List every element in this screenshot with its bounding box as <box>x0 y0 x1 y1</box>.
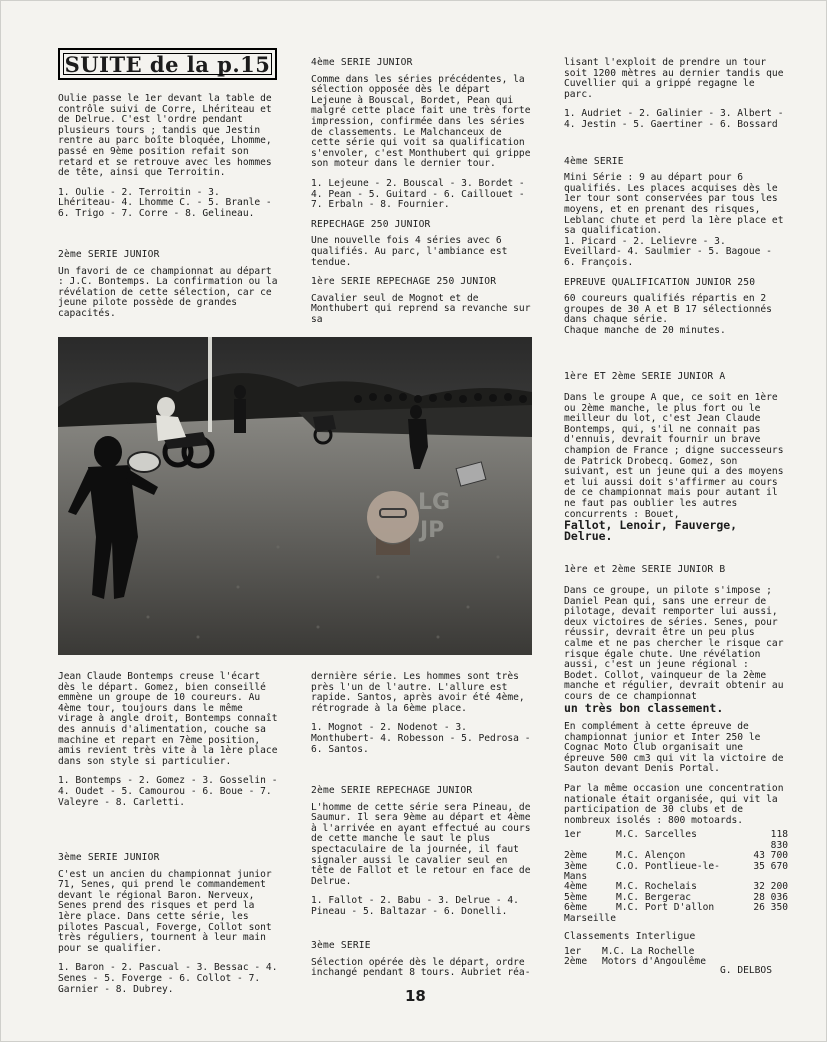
club-score: 118 830 <box>770 829 788 851</box>
club-name: M.C. Bergerac <box>615 891 692 903</box>
junior-a-highlight: Fallot, Lenoir, Fauverge, Delrue. <box>564 518 738 543</box>
repechage1-paragraph: Cavalier seul de Mognot et de Monthubert qui reprend sa revanche sur sa <box>311 292 531 325</box>
interligue-rank: 2ème <box>564 956 588 968</box>
club-rank: 5ème <box>564 891 588 903</box>
repechage2-paragraph: L'homme de cette série sera Pineau, de Saumur. Il sera 9ème au départ et 4ème à l'arrivée en ayant effectué au cours de cette manche le saut le plus spectaculaire de la journée, il faut signaler aussi le cavalier seul en tête de Fallot et le retour en face de Delrue. <box>311 801 531 887</box>
watermark-jp: JP <box>420 518 445 543</box>
serie2-heading: 2ème SERIE JUNIOR <box>58 249 160 260</box>
junior-b-highlight: un très bon classement. <box>564 700 724 715</box>
club-score: 32 200 <box>753 881 788 893</box>
column-1-serie2 <box>58 250 280 329</box>
complement-paragraph: En complément à cette épreuve de championnat junior et Inter 250 le Cognac Moto Club organisait une épreuve 500 cm3 qui vit la victoire de Sauton devant Denis Portal. <box>564 721 784 775</box>
concentration-paragraph: Par la même occasion une concentration nationale était organisée, qui vit la participation de 30 clubs et de nombreux isolés : 800 motoards. <box>564 783 784 826</box>
serie2-results: 1. Bontemps - 2. Gomez - 3. Gosselin - 4. Oudet - 5. Camourou - 6. Boue - 7. Valeyre - 8. Carletti. <box>58 775 278 808</box>
author-signature: G. DELBOS <box>720 965 772 976</box>
serie3-paragraph: C'est un ancien du championnat junior 71, Senes, qui prend le commandement devant le régional Baron. Nerveux, Senes prend des risques et perd la 1ère place. Dans cette série, les pilotes Pascual, Foverge, Collot sont très réguliers, tournent à leur main pour se qualifier. <box>58 868 272 954</box>
repechage1-continued: dernière série. Les hommes sont très près l'un de l'autre. L'allure est rapide. Santos, après avoir été 4ème, rétrograde à la 6ème place. <box>311 671 525 714</box>
club-rank: Mans <box>564 871 588 883</box>
club-rank: 4ème <box>564 881 588 893</box>
column-1-bottom <box>58 672 280 817</box>
club-ranking-table <box>564 830 788 924</box>
club-score: 26 350 <box>753 902 788 914</box>
repechage2-results: 1. Fallot - 2. Babu - 3. Delrue - 4. Pineau - 5. Baltazar - 6. Donelli. <box>311 895 519 917</box>
junior-b-heading: 1ère et 2ème SERIE JUNIOR B <box>564 564 726 576</box>
continuation-banner: SUITE de la p.15 <box>58 48 277 80</box>
club-name <box>616 914 748 924</box>
watermark-lg: LG <box>418 490 451 515</box>
column-3 <box>564 58 788 968</box>
serie3-heading: 3ème SERIE JUNIOR <box>58 852 160 863</box>
serie4-results: 1. Lejeune - 2. Bouscal - 3. Bordet - 4. Pean - 5. Guitard - 6. Caillouet - 7. Erbaln - 8. Fournier. <box>311 177 525 211</box>
interligue-club: M.C. La Rochelle <box>602 945 695 957</box>
serie3b-continued: lisant l'exploit de prendre un tour soit 1200 mètres au dernier tandis que Cuvellier qui a grippé regagne le parc. <box>564 57 784 100</box>
repechage2-heading: 2ème SERIE REPECHAGE JUNIOR <box>311 785 473 796</box>
club-score: 43 700 <box>753 850 788 862</box>
serie3-results: 1. Baron - 2. Pascual - 3. Bessac - 4. Senes - 5. Foverge - 6. Collot - 7. Garnier - 8. Dubrey. <box>58 962 278 995</box>
repechage1-heading: 1ère SERIE REPECHAGE 250 JUNIOR <box>311 276 497 288</box>
column-2-serie3 <box>311 941 532 988</box>
junior-b-paragraph: Dans ce groupe, un pilote s'impose ; Daniel Pean qui, sans une erreur de pilotage, devait remporter lui aussi, deux victoires de séries. Senes, pour réussir, devrait être un peu plus calme et ne pas chercher le risque car risque égale chute. Une révélation aussi, c'est un jeune régional : Bodet. Collot, vainqueur de la 2ème manche et régulier, devrait obtenir au cours de ce championnat <box>564 584 784 702</box>
serie3b-heading: 3ème SERIE <box>311 940 371 951</box>
column-1-top <box>58 94 280 229</box>
club-row <box>564 830 788 851</box>
motocross-photo-illustration <box>58 337 532 655</box>
club-score: 35 670 <box>753 860 788 872</box>
column-2-top <box>311 58 532 334</box>
serie2-continued: Jean Claude Bontemps creuse l'écart dès le départ. Gomez, bien conseillé emmène un groupe de 10 coureurs. Au 4ème tour, toujours dans le même virage à angle droit, Bontemps connaît des annuis d'alimentation, couche sa machine et repart en 7ème position, amis revient très vite à la 1ère place dans son style si particulier. <box>58 671 278 767</box>
club-name: M.C. Sarcelles <box>615 829 697 841</box>
qualification-paragraph: 60 coureurs qualifiés répartis en 2 groupes de 30 A et B 17 sélectionnés dans chaque série. <box>564 293 772 326</box>
club-rank: 2ème <box>564 850 588 862</box>
interligue-rank: 1er <box>564 945 582 957</box>
race-photo <box>58 337 532 655</box>
serie4b-paragraph: Mini Série : 9 au départ pour 6 qualifiés. Les places acquises dès le 1er tour sont conservées par tous les moyens, et en prenant des risques, Leblanc chute et perd la 1ère place et sa qualification. <box>564 172 784 237</box>
club-name: M.C. Port D'allon <box>615 902 715 914</box>
serie4b-results: 1. Picard - 2. Lelievre - 3. Eveillard- 4. Saulmier - 5. Bagoue - 6. François. <box>564 235 772 268</box>
junior-a-heading: 1ère ET 2ème SERIE JUNIOR A <box>564 371 726 383</box>
column-2-repechage2 <box>311 786 532 927</box>
intro-paragraph: Oulie passe le 1er devant la table de contrôle suivi de Corre, Lhériteau et de Delrue. C'est l'ordre pendant plusieurs tours ; tandis que Jestin rentre au parc boîte bloquée, Lhomme, passé en 9ème position refait son retard et se retrouve avec les hommes de tête, ainsi que Terroitin. <box>58 93 272 179</box>
club-rank: Marseille <box>564 912 616 924</box>
interligue-club: Motors d'Angoulême <box>602 956 706 968</box>
serie4b-heading: 4ème SERIE <box>564 155 624 167</box>
qualification-duration: Chaque manche de 20 minutes. <box>564 324 726 336</box>
repechage-heading: REPECHAGE 250 JUNIOR <box>311 218 431 230</box>
club-name: M.C. Rochelais <box>615 881 697 893</box>
club-score <box>748 914 788 924</box>
page-number: 18 <box>405 987 426 1005</box>
junior-a-paragraph: Dans le groupe A que, ce soit en 1ère ou 2ème manche, le plus fort ou le meilleur du lot, c'est Jean Claude Bontemps, qui, s'il ne connait pas d'ennuis, devrait fournir un brave champion de France ; digne successeurs de Patrick Drobecq. Gomez, son suivant, est un jeune qui a des moyens et lui aussi doit s'affirmer au cours de ce championnat mais pour autant il ne faut pas oublier les autres concurrents : Bouet, <box>564 392 784 520</box>
column-2-bottom <box>311 672 532 764</box>
serie4-heading: 4ème SERIE JUNIOR <box>311 57 413 68</box>
club-rank: 3ème <box>564 860 588 872</box>
serie2-paragraph: Un favori de ce championnat au départ : J.C. Bontemps. La confirmation ou la révélation de cette sélection, car ce jeune pilote possède de grandes capacités. <box>58 265 278 319</box>
club-row <box>564 914 788 924</box>
club-rank: 1er <box>564 829 582 841</box>
serie3b-paragraph: Sélection opérée dès le départ, ordre inchangé pendant 8 tours. Aubriet réa- <box>311 956 531 979</box>
interligue-heading: Classements Interligue <box>564 931 696 943</box>
repechage-paragraph: Une nouvelle fois 4 séries avec 6 qualifiés. Au parc, l'ambiance est tendue. <box>311 235 508 268</box>
serie3b-results: 1. Audriet - 2. Galinier - 3. Albert - 4. Jestin - 5. Gaertiner - 6. Bossard <box>564 108 784 130</box>
club-score: 28 036 <box>753 891 788 903</box>
club-name: M.C. Alençon <box>615 850 686 862</box>
serie4-paragraph: Comme dans les séries précédentes, la sélection opposée dès le départ Lejeune à Bouscal, Bordet, Pean qui malgré cette place fait une très forte impression, confirmée dans les séries de classements. Le Malchanceux de cette série qui voit sa qualification s'envoler, c'est Monthubert qui grippe son moteur dans le dernier tour. <box>311 73 531 170</box>
club-name: C.O. Pontlieue-le- <box>615 860 720 872</box>
repechage1-results: 1. Mognot - 2. Nodenot - 3. Monthubert- 4. Robesson - 5. Pedrosa - 6. Santos. <box>311 722 531 755</box>
qualification-heading: EPREUVE QUALIFICATION JUNIOR 250 <box>564 276 756 288</box>
intro-results: 1. Oulie - 2. Terroitin - 3. Lhériteau- 4. Lhomme C. - 5. Branle - 6. Trigo - 7. Corre - 8. Gelineau. <box>58 186 272 219</box>
column-1-serie3 <box>58 853 280 1004</box>
club-row <box>564 862 788 872</box>
club-rank: 6ème <box>564 902 588 914</box>
